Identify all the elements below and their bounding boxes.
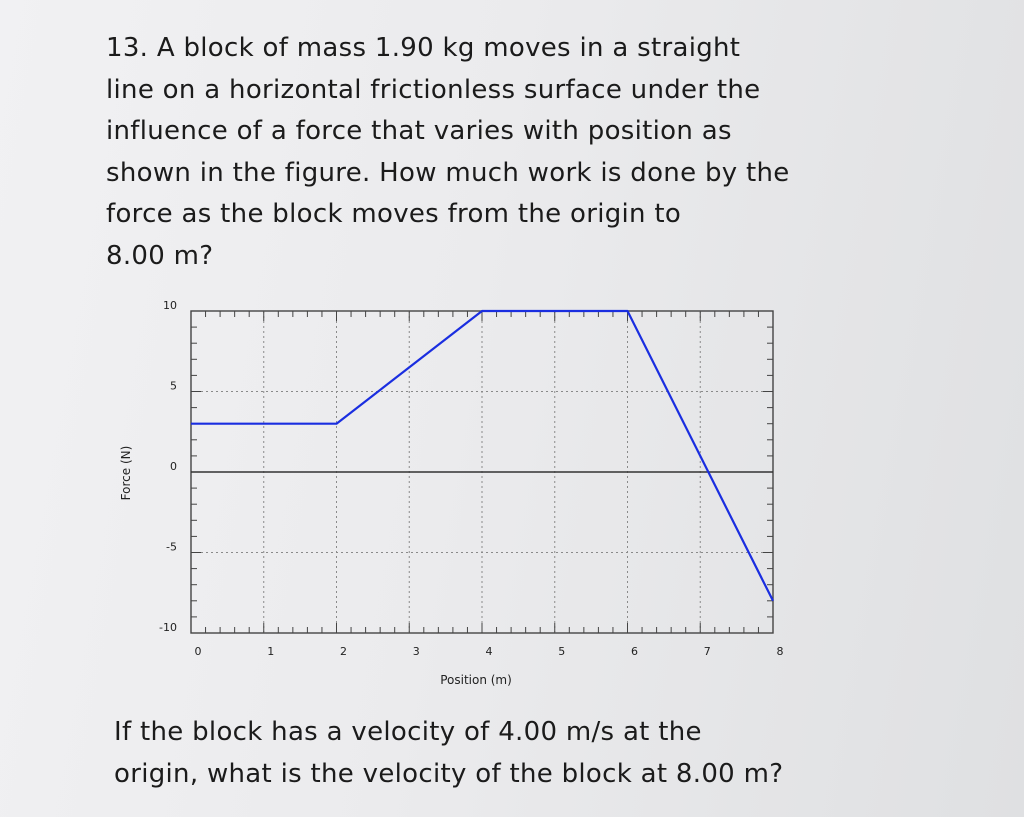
y-tick-label: -5 xyxy=(166,540,177,554)
question-part-2 xyxy=(114,712,934,795)
y-tick-labels xyxy=(159,299,177,634)
x-tick-label: 5 xyxy=(558,645,566,658)
question-line: 8.00 m? xyxy=(106,240,214,271)
y-tick-label: 10 xyxy=(163,299,177,312)
x-tick-label: 3 xyxy=(412,645,420,658)
x-tick-label: 2 xyxy=(340,645,347,658)
question-line: shown in the figure. How much work is done by the xyxy=(106,157,790,188)
x-tick-label: 4 xyxy=(485,645,493,658)
question-line: If the block has a velocity of 4.00 m/s at the xyxy=(114,717,702,747)
y-tick-label: 5 xyxy=(170,379,177,393)
x-tick-labels xyxy=(195,645,784,658)
x-tick-label: 6 xyxy=(631,645,638,658)
y-tick-label: 0 xyxy=(170,460,177,473)
y-tick-label: -10 xyxy=(159,621,177,634)
y-axis-title: Force (N) xyxy=(119,445,133,501)
x-tick-label: 7 xyxy=(703,645,711,658)
question-line: origin, what is the velocity of the block at 8.00 m? xyxy=(114,758,784,789)
question-line: influence of a force that varies with position as xyxy=(106,116,732,146)
x-tick-label: 1 xyxy=(267,645,275,658)
x-tick-label: 8 xyxy=(776,645,784,658)
x-tick-label: 0 xyxy=(194,645,202,658)
question-line: 13. A block of mass 1.90 kg moves in a straight xyxy=(106,33,741,63)
x-axis-title: Position (m) xyxy=(440,673,512,687)
question-line: force as the block moves from the origin to xyxy=(106,199,682,229)
question-line: line on a horizontal frictionless surface under the xyxy=(106,74,761,105)
